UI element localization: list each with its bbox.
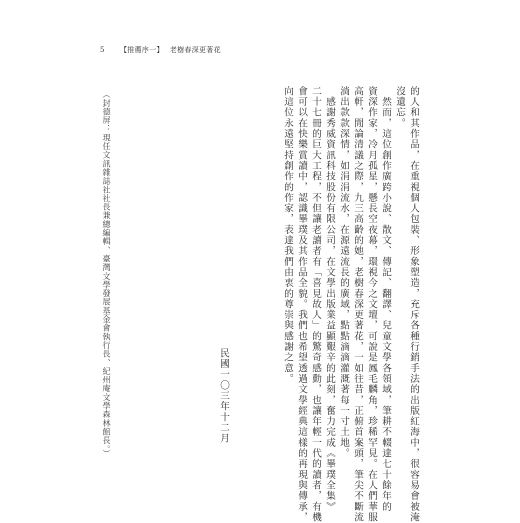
author-note: （封德屏：現任文訊雜誌社社長兼總編輯、臺灣文學發展基金會執行長、紀州庵文學森林館長。） bbox=[102, 90, 112, 458]
text-line: 的人和其作品，在重視個人包裝、形象塑造，充斥各種行銷手法的出版紅海中，很容易會被淹 bbox=[408, 86, 419, 523]
text-line: 感謝秀威資訊科技股份有限公司，在文學出版業益顯艱辛的此刻，奮力完成《畢璞全集》 bbox=[324, 86, 335, 512]
text-line: 資深作家，冷月孤星，懸長空夜幕，環視今之文壇，可說是鳳毛麟角，珍稀罕見。在人們華服 bbox=[366, 86, 377, 523]
text-line: 高軒，閒論清議之際，九三高齡的她，老樹春深更著花，一如往昔，正俯首案頭，筆尖不斷流 bbox=[352, 86, 363, 523]
text-line: 淌出款款深情，如涓涓流水，在源遠流長的廣域，點點滴滴灌溉著每一寸土地。 bbox=[338, 86, 349, 459]
page-number: 5 bbox=[100, 46, 105, 54]
text-line: 沒遺忘。 bbox=[394, 86, 405, 129]
text-line: 然而，這位創作廣跨小說、散文、傳記、翻譯、兒童文學各領域，筆耕不輟達七十餘年的 bbox=[380, 86, 391, 512]
date-line: 民國一〇三年十二月 bbox=[218, 348, 229, 444]
text-line: 向這位永遠堅持創作的作家，表達我們由衷的尊崇與感謝之意。 bbox=[282, 86, 293, 385]
body-text bbox=[280, 86, 420, 523]
book-page bbox=[100, 0, 420, 523]
section-title: 老樹春深更著花 bbox=[169, 46, 221, 54]
text-line: 會可以在快樂賞讀中，認識畢璞及其作品全貌。我們也希望透過文學經典這樣的再現與傳承， bbox=[296, 86, 307, 523]
page-header bbox=[100, 44, 420, 56]
section-label: 【推薦序一】 bbox=[120, 46, 164, 54]
text-line: 二十七冊的巨大工程，不但讓老讀者有「喜見故人」的驚奇感動，也讓年輕一代的讀者，有機 bbox=[310, 86, 321, 523]
